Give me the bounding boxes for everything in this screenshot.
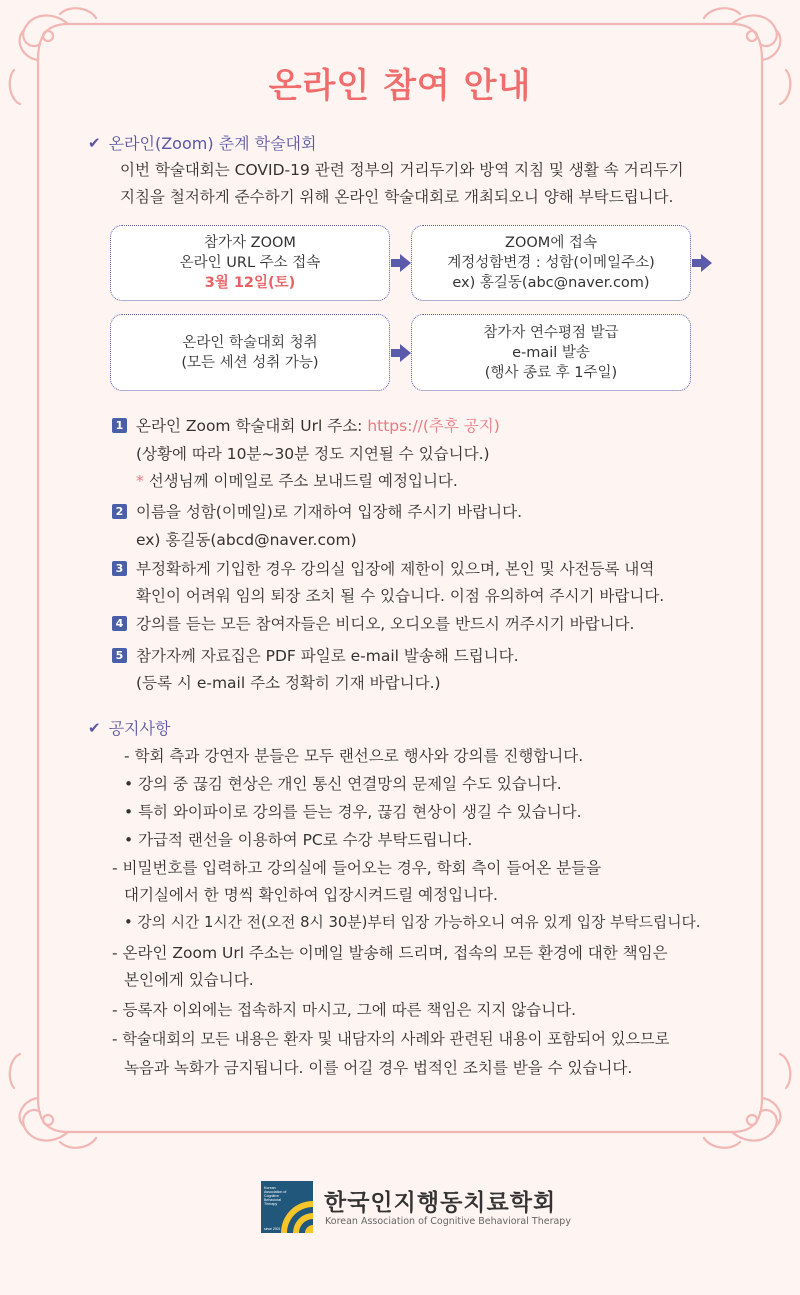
item-1-line — [136, 414, 500, 436]
notice-section-heading — [88, 716, 170, 739]
logo-mark-text: Behavioral — [264, 1198, 281, 1202]
item-4-line: 강의를 듣는 모든 참여자들은 비디오, 오디오를 반드시 꺼주시기 바랍니다. — [136, 615, 635, 633]
item-3-line: 부정확하게 기입한 경우 강의실 입장에 제한이 있으며, 본인 및 사전등록 내역 — [136, 560, 655, 578]
notice-bullet: • 강의 중 끊김 현상은 개인 통신 연결망의 문제일 수도 있습니다. — [124, 775, 562, 793]
notice-line: - 학회 측과 강연자 분들은 모두 랜선으로 행사와 강의를 진행합니다. — [124, 747, 584, 765]
item-5-sub: (등록 시 e-mail 주소 정확히 기재 바랍니다.) — [136, 674, 441, 692]
number-badge: 5 — [112, 648, 127, 663]
item-2-line: 이름을 성함(이메일)로 기재하여 입장해 주시기 바랍니다. — [136, 503, 523, 521]
logo-mark-text: Association of — [264, 1190, 287, 1194]
notice-line: 본인에게 있습니다. — [124, 971, 254, 989]
society-logo-mark — [261, 1181, 313, 1233]
society-name-en: Korean Association of Cognitive Behavioral Therapy — [325, 1216, 571, 1227]
notice-bullet: • 강의 시간 1시간 전(오전 8시 30분)부터 입장 가능하오니 여유 있게 입장 부탁드립니다. — [124, 914, 701, 931]
notice-line: - 비밀번호를 입력하고 강의실에 들어오는 경우, 학회 측이 들어온 분들을 — [112, 859, 602, 877]
flow-step-listen — [110, 314, 390, 391]
arrow-right-icon — [390, 342, 412, 364]
flow-step-text: 참가자 연수평점 발급 — [483, 324, 619, 341]
notice-line: - 온라인 Zoom Url 주소는 이메일 발송해 드리며, 접속의 모든 환경에 대한 책임은 — [112, 944, 668, 962]
arrow-right-icon — [691, 252, 713, 274]
flow-step-text: 온라인 URL 주소 접속 — [179, 255, 321, 271]
checkmark-icon: ✔ — [88, 718, 101, 737]
online-section-title: 온라인(Zoom) 춘계 학술대회 — [108, 134, 317, 153]
notice-section-title: 공지사항 — [108, 719, 171, 738]
item-1-prefix: 온라인 Zoom 학술대회 Url 주소: — [136, 417, 368, 435]
item-3-sub: 확인이 어려워 임의 퇴장 조치 될 수 있습니다. 이점 유의하여 주시기 바랍니다. — [136, 587, 665, 605]
flow-step-text: ex) 홍길동(abc@naver.com) — [452, 275, 650, 291]
item-1-note-text: 선생님께 이메일로 주소 보내드릴 예정입니다. — [148, 472, 458, 490]
item-1-sub: (상황에 따라 10분~30분 정도 지연될 수 있습니다.) — [136, 445, 490, 463]
arrow-right-icon — [390, 252, 412, 274]
flow-step-text: (모든 세션 성취 가능) — [181, 354, 319, 371]
item-2-sub: ex) 홍길동(abcd@naver.com) — [136, 531, 357, 549]
item-5-line: 참가자께 자료집은 PDF 파일로 e-mail 발송해 드립니다. — [136, 647, 519, 665]
zoom-url-link[interactable]: https://(추후 공지) — [367, 417, 500, 435]
notice-bullet: • 가급적 랜선을 이용하여 PC로 수강 부탁드립니다. — [124, 831, 473, 849]
event-date: 3월 12일(토) — [204, 275, 296, 291]
flow-step-text: e-mail 발송 — [512, 344, 590, 361]
logo-since: since 2001 — [264, 1227, 281, 1231]
checkmark-icon: ✔ — [88, 133, 101, 152]
item-1-note — [136, 469, 458, 491]
page-title: 온라인 참여 안내 — [268, 66, 532, 106]
logo-mark-text: Korean — [264, 1186, 276, 1190]
number-badge: 3 — [112, 561, 127, 576]
intro-paragraph — [120, 157, 740, 211]
notice-bullet: • 특히 와이파이로 강의를 듣는 경우, 끊김 현상이 생길 수 있습니다. — [124, 803, 582, 821]
society-name-ko: 한국인지행동치료학회 — [324, 1190, 557, 1216]
logo-mark-text: Cognitive — [264, 1194, 279, 1198]
notice-line: - 등록자 이외에는 접속하지 마시고, 그에 따른 책임은 지지 않습니다. — [112, 1001, 577, 1019]
asterisk-icon: * — [136, 472, 144, 490]
flow-step-text: (행사 종료 후 1주일) — [484, 364, 618, 381]
flow-step-text: ZOOM에 접속 — [505, 235, 597, 251]
online-section-heading — [88, 131, 316, 154]
number-badge: 2 — [112, 504, 127, 519]
flow-step-text: 온라인 학술대회 청취 — [182, 334, 318, 351]
flow-step-zoom-access — [110, 225, 390, 301]
number-badge: 1 — [112, 418, 127, 433]
intro-line: 이번 학술대회는 COVID-19 관련 정부의 거리두기와 방역 지침 및 생활 속 거리두기 — [120, 161, 684, 179]
flow-step-text: 계정성함변경 : 성함(이메일주소) — [447, 255, 655, 271]
flow-step-certificate — [411, 314, 691, 391]
flow-step-text: 참가자 ZOOM — [204, 235, 296, 251]
notice-line: - 학술대회의 모든 내용은 환자 및 내담자의 사례와 관련된 내용이 포함되어 있으므로 — [112, 1030, 670, 1048]
notice-line: 녹음과 녹화가 금지됩니다. 이를 어길 경우 법적인 조치를 받을 수 있습니다. — [124, 1059, 633, 1077]
notice-line: 대기실에서 한 명씩 확인하여 입장시켜드릴 예정입니다. — [124, 886, 498, 904]
logo-mark-text: Therapy — [264, 1202, 278, 1206]
intro-line: 지침을 철저하게 준수하기 위해 온라인 학술대회로 개최되오니 양해 부탁드립니다. — [120, 188, 674, 206]
flow-step-rename — [411, 225, 691, 301]
number-badge: 4 — [112, 616, 127, 631]
